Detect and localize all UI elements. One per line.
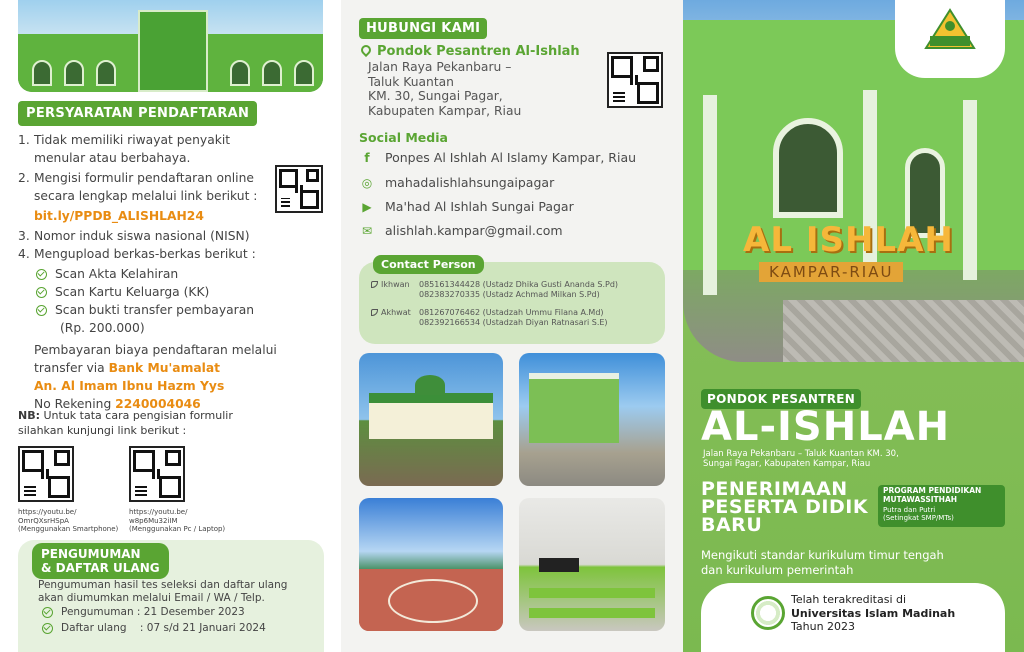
facebook-icon: f [364,150,370,165]
pesantren-label: PONDOK PESANTREN [701,389,861,409]
list-item: Scan bukti transfer pembayaran [18,301,330,319]
social-media-title: Social Media [359,130,448,145]
requirements-list: 1. Tidak memiliki riwayat penyakit menular atau berbahaya. 2. Mengisi formulir pendaftaran online secara lengkap melalui link berikut : bit.ly/PPDB_ALISHLAH24 3. Nomor induk siswa nasional (NISN) 4. Mengupload berkas-berkas berikut : Scan Akta Kelahiran Scan Kartu Keluarga (KK) Scan bukti transfer pembayaran (Rp. 200.000) Pembayaran biaya pendaftaran melalui transfer via Bank Mu'amalat An. Al Imam Ibnu Hazm Yys No Rekening 2240004046 [18,131,330,413]
phone-icon [371,309,378,316]
smartphone-qr-code[interactable] [18,446,74,502]
instagram-link[interactable]: ◎ mahadalishlahsungaipagar [359,175,554,190]
announcement-text: Pengumuman hasil tes seleksi dan daftar ulang akan diumumkan melalui Email / WA / Telp. [38,579,288,604]
contact-panel [341,0,683,652]
contact-person-box [359,262,665,344]
list-item: 2. Mengisi formulir pendaftaran online secara lengkap melalui link berikut : [18,171,258,203]
requirements-title: PERSYARATAN PENDAFTARAN [18,101,257,126]
check-icon [36,287,47,298]
email-icon: ✉ [361,223,373,238]
location-qr-code[interactable] [607,52,663,108]
email-link[interactable]: ✉ alishlah.kampar@gmail.com [359,223,563,238]
sports-court-photo [359,498,503,631]
list-item: 4. Mengupload berkas-berkas berikut : [18,247,256,261]
list-item: Scan Kartu Keluarga (KK) [18,283,330,301]
nb-note: NB: Untuk tata cara pengisian formulir silahkan kunjungi link berikut : [18,409,233,437]
cover-panel [683,0,1024,652]
facebook-link[interactable]: f Ponpes Al Ishlah Al Islamy Kampar, Riau [359,150,636,165]
check-icon [42,623,53,634]
fee-amount: (Rp. 200.000) [60,321,145,335]
youtube-icon: ▶ [362,199,372,214]
pc-qr-code[interactable] [129,446,185,502]
list-item: 1. Tidak memiliki riwayat penyakit menular atau berbahaya. [18,133,231,165]
bank-name: Bank Mu'amalat [108,361,221,375]
account-name: An. Al Imam Ibnu Hazm Yys [34,379,225,393]
contact-title: HUBUNGI KAMI [359,18,487,39]
ppdb-title: PENERIMAAN PESERTA DIDIK BARU [701,478,869,536]
campus-sign-sub: KAMPAR-RIAU [759,262,903,282]
program-badge: PROGRAM PENDIDIKAN MUTAWASSITHAH Putra dan Putri (Setingkat SMP/MTs) [878,485,1005,527]
building-photo [18,0,323,92]
announcement-date: Pengumuman : 21 Desember 2023 [42,606,245,618]
school-logo-icon [922,6,978,56]
check-icon [36,305,47,316]
reregistration-date: Daftar ulang : 07 s/d 21 Januari 2024 [42,622,266,634]
campus-sign: AL ISHLAH [743,220,954,260]
check-icon [42,607,53,618]
announcement-title: PENGUMUMAN & DAFTAR ULANG [32,543,169,579]
location-pin-icon [359,43,373,57]
akhwat-contact: Akhwat 081267076462 (Ustadzah Ummu Filana A.Md) 082392166534 (Ustadzah Diyan Ratnasari S.E) [371,308,608,328]
pc-link[interactable]: https://youtu.be/ w8p6Mu32iIM (Menggunakan Pc / Laptop) [129,508,226,533]
requirements-panel [0,0,341,652]
list-item: 3. Nomor induk siswa nasional (NISN) [18,229,250,243]
account-number: 2240004046 [115,397,201,411]
check-icon [36,269,47,280]
registration-qr-code[interactable] [275,165,323,213]
registration-link[interactable]: bit.ly/PPDB_ALISHLAH24 [34,209,204,223]
accreditation-text: Telah terakreditasi di Universitas Islam Madinah Tahun 2023 [791,593,956,633]
university-seal-icon [751,596,785,630]
school-address: Jalan Raya Pekanbaru – Taluk Kuantan KM. 30, Sungai Pagar, Kabupaten Kampar, Riau [368,60,522,118]
ikhwan-contact: Ikhwan 085161344428 (Ustadz Dhika Gusti Ananda S.Pd) 082383270335 (Ustadz Achmad Milkan S.Pd) [371,280,618,300]
youtube-link[interactable]: ▶ Ma'had Al Ishlah Sungai Pagar [359,199,574,214]
dormitory-photo [519,498,665,631]
list-item: Scan Akta Kelahiran [18,265,330,283]
courtyard-photo [519,353,665,486]
instagram-icon: ◎ [361,175,373,190]
smartphone-link[interactable]: https://youtu.be/ OmrQXsrHSpA (Menggunakan Smartphone) [18,508,119,533]
mosque-photo [359,353,503,486]
curriculum-text: Mengikuti standar kurikulum timur tengah dan kurikulum pemerintah [701,548,944,577]
phone-icon [371,281,378,288]
cover-address: Jalan Raya Pekanbaru – Taluk Kuantan KM. 30, Sungai Pagar, Kabupaten Kampar, Riau [703,449,899,469]
school-name: Pondok Pesantren Al-Ishlah [361,44,580,59]
school-title: AL-ISHLAH [701,404,951,450]
contact-person-title: Contact Person [373,255,484,274]
